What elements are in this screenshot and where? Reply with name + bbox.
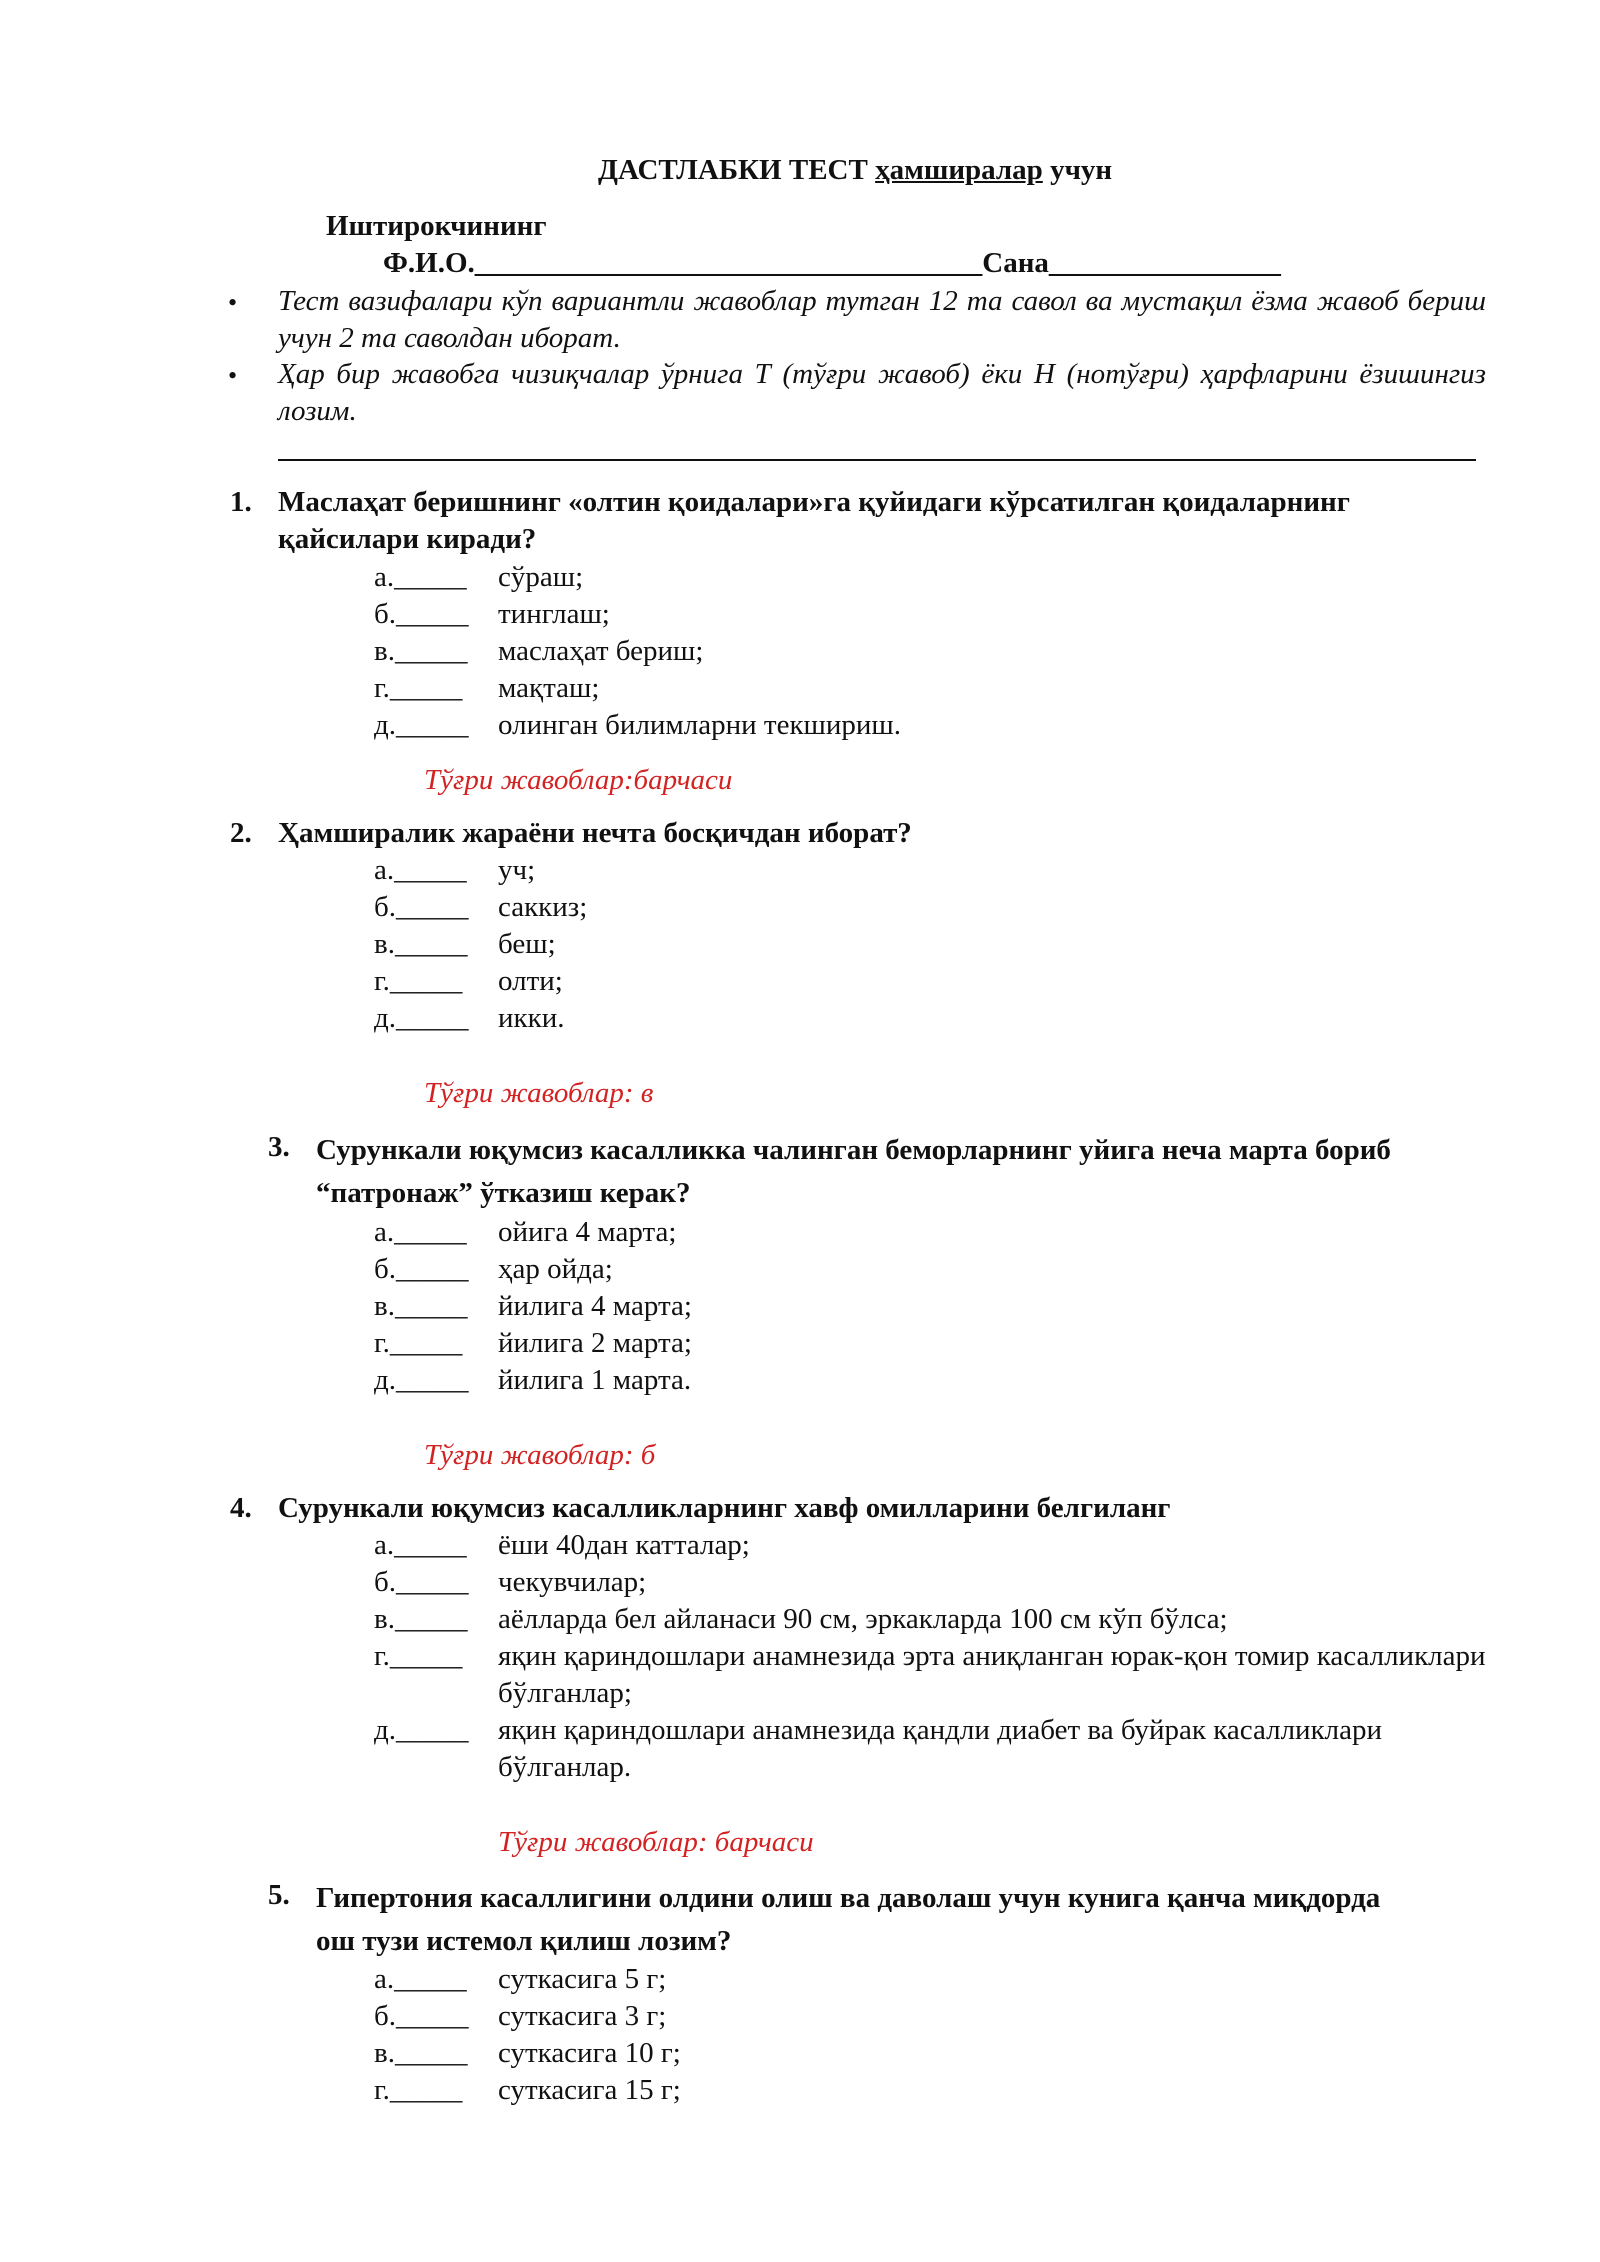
bullet-icon: • bbox=[228, 288, 238, 317]
question-text: Ҳамширалик жараёни нечта босқичдан иборат? bbox=[278, 817, 912, 849]
option-row[interactable]: д._____ яқин қариндошлари анамнезида қандли диабет ва буйрак касалликлари бўлганлар. bbox=[374, 1714, 1383, 1783]
option-row[interactable]: б._____ чекувчилар; bbox=[374, 1566, 647, 1598]
option-row[interactable]: а._____ ойига 4 марта; bbox=[374, 1216, 677, 1248]
participant-label: Иштирокчининг bbox=[326, 210, 547, 242]
title-underlined-word: ҳамширалар bbox=[875, 154, 1043, 186]
option-row[interactable]: б._____ ҳар ойда; bbox=[374, 1253, 613, 1285]
instruction-2-text: Ҳар бир жавобга чизиқчалар ўрнига Т (тўғри жавоб) ёки Н (нотўғри) ҳарфларини ёзишингиз лозим. bbox=[278, 358, 1486, 427]
correct-answer: Тўғри жавоблар: в bbox=[424, 1077, 654, 1109]
option-row[interactable]: д._____ икки. bbox=[374, 1002, 565, 1034]
option-row[interactable]: в._____ аёлларда бел айланаси 90 см, эркакларда 100 см кўп бўлса; bbox=[374, 1603, 1228, 1635]
divider bbox=[278, 459, 1476, 461]
option-row[interactable]: б._____ тинглаш; bbox=[374, 598, 610, 630]
question-text: Маслаҳат беришнинг «олтин қоидалари»га қуйидаги кўрсатилган қоидаларнинг қайсилари киради? bbox=[278, 486, 1350, 555]
option-row[interactable]: г._____ олти; bbox=[374, 965, 563, 997]
option-row[interactable]: г._____ йилига 2 марта; bbox=[374, 1327, 692, 1359]
question-text: Сурункали юқумсиз касалликка чалинган беморларнинг уйига неча марта бориб “патронаж” ўтказиш керак? bbox=[316, 1134, 1391, 1209]
option-row[interactable]: в._____ маслаҳат бериш; bbox=[374, 635, 704, 667]
option-row[interactable]: в._____ суткасига 10 г; bbox=[374, 2037, 681, 2069]
question-number: 5. bbox=[268, 1879, 290, 1911]
option-row[interactable]: д._____ йилига 1 марта. bbox=[374, 1364, 692, 1396]
question-number: 1. bbox=[230, 486, 252, 518]
option-row[interactable]: а._____ уч; bbox=[374, 854, 536, 886]
correct-answer: Тўғри жавоблар:барчаси bbox=[424, 764, 733, 796]
option-row[interactable]: а._____ суткасига 5 г; bbox=[374, 1963, 667, 1995]
option-row[interactable]: а._____ сўраш; bbox=[374, 561, 584, 593]
option-row[interactable]: в._____ йилига 4 марта; bbox=[374, 1290, 692, 1322]
bullet-icon: • bbox=[228, 361, 238, 390]
option-row[interactable]: в._____ беш; bbox=[374, 928, 556, 960]
option-row[interactable]: а._____ ёши 40дан катталар; bbox=[374, 1529, 750, 1561]
option-row[interactable]: г._____ мақташ; bbox=[374, 672, 600, 704]
instruction-2 bbox=[278, 356, 1486, 430]
option-row[interactable]: г._____ суткасига 15 г; bbox=[374, 2074, 681, 2106]
question-number: 2. bbox=[230, 817, 252, 849]
document-title: ДАСТЛАБКИ ТЕСТ ҳамширалар учун bbox=[598, 154, 1113, 186]
option-row[interactable]: г._____ яқин қариндошлари анамнезида эрта аниқланган юрак-қон томир касалликлари бўлганлар; bbox=[374, 1640, 1486, 1709]
question-number: 4. bbox=[230, 1492, 252, 1524]
option-row[interactable]: б._____ саккиз; bbox=[374, 891, 588, 923]
question-number: 3. bbox=[268, 1131, 290, 1163]
correct-answer: Тўғри жавоблар: б bbox=[424, 1439, 656, 1471]
question-text: Гипертония касаллигини олдини олиш ва даволаш учун кунига қанча миқдорда ош тузи истемол қилиш лозим? bbox=[316, 1882, 1381, 1957]
question-text: Сурункали юқумсиз касалликларнинг хавф омилларини белгиланг bbox=[278, 1492, 1171, 1524]
option-row[interactable]: д._____ олинган билимларни текшириш. bbox=[374, 709, 901, 741]
option-row[interactable]: б._____ суткасига 3 г; bbox=[374, 2000, 667, 2032]
correct-answer: Тўғри жавоблар: барчаси bbox=[498, 1826, 814, 1858]
fio-date-line: Ф.И.О.___________________________________Сана________________ bbox=[383, 247, 1281, 279]
instruction-1: Тест вазифалари кўп вариантли жавоблар тутган 12 та савол ва мустақил ёзма жавоб бериш учун 2 та саволдан иборат. bbox=[278, 285, 1486, 354]
